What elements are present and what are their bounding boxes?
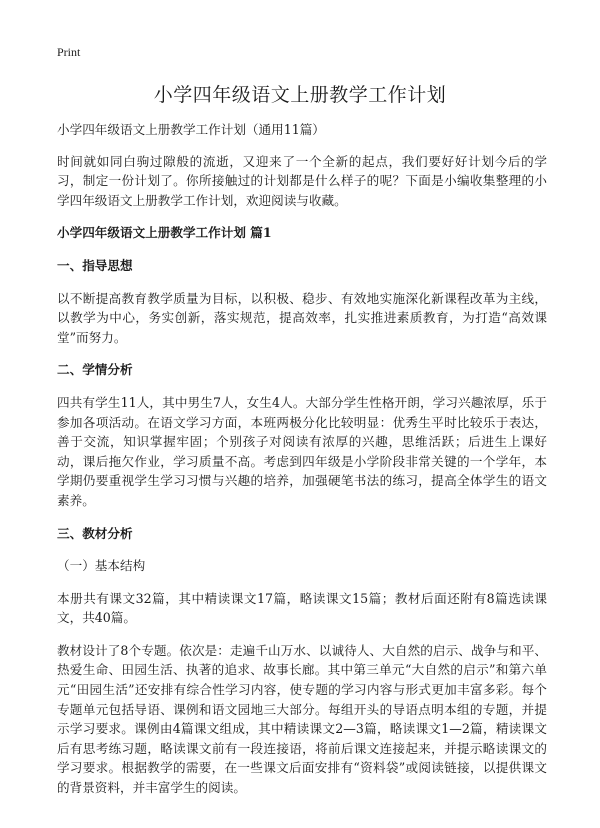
document-subtitle: 小学四年级语文上册教学工作计划（通用11篇） (57, 122, 325, 137)
document-body (57, 120, 547, 811)
paragraph-lesson-count: 本册共有课文32篇，其中精读课文17篇，略读课文15篇；教材后面还附有8篇选读课文，共40篇。 (57, 590, 547, 626)
print-link[interactable]: Print (57, 45, 81, 59)
subheading-basic-structure: （一）基本结构 (57, 558, 146, 574)
heading-textbook-analysis: 三、教材分析 (57, 525, 133, 541)
intro-paragraph: 时间就如同白驹过隙般的流逝，又迎来了一个全新的起点，我们要好好计划今后的学习，制定一份计划了。你所接触过的计划都是什么样子的呢？下面是小编收集整理的小学四年级语文上册教学工作计划，欢迎阅读与收藏。 (57, 153, 547, 208)
heading-student-analysis: 二、学情分析 (57, 362, 133, 378)
paragraph-guiding-ideology: 以不断提高教育教学质量为目标，以积极、稳步、有效地实施深化新课程改革为主线，以教学为中心，务实创新，落实规范，提高效率，扎实推进素质教育，为打造“高效课堂”而努力。 (57, 290, 547, 345)
section-title: 小学四年级语文上册教学工作计划 篇1 (57, 225, 272, 241)
heading-guiding-ideology: 一、指导思想 (57, 257, 133, 273)
document-title: 小学四年级语文上册教学工作计划 (153, 84, 447, 106)
paragraph-textbook-design: 教材设计了8个专题。依次是：走遍千山万水、以诚待人、大自然的启示、战争与和平、热爱生命、田园生活、执著的追求、故事长廊。其中第三单元“大自然的启示”和第六单元“田园生活”还安排有综合性学习内容，使专题的学习内容与形式更加丰富多彩。每个专题单元包括导语、课例和语文园地三大部分。每组开头的导语点明本组的专题，并提示学习要求。课例由4篇课文组成，其中精读课文2—3篇，略读课文1—2篇，精读课文后有思考练习题，略读课文前有一段连接语，将前后课文连接起来，并提示略读课文的学习要求。根据教学的需要，在一些课文后面安排有“资料袋”或阅读链接，以提供课文的背景资料，并丰富学生的阅读。 (57, 642, 547, 796)
paragraph-student-analysis: 四共有学生11人，其中男生7人，女生4人。大部分学生性格开朗，学习兴趣浓厚，乐于参加各项活动。在语文学习方面，本班两极分化比较明显：优秀生平时比较乐于表达，善于交流，知识掌握牢固；个别孩子对阅读有浓厚的兴趣，思维活跃；后进生上课好动，课后拖欠作业，学习质量不高。考虑到四年级是小学阶段非常关键的一个学年，本学期仍要重视学生学习习惯与兴趣的培养，加强硬笔书法的练习，提高全体学生的语文素养。 (57, 394, 547, 508)
